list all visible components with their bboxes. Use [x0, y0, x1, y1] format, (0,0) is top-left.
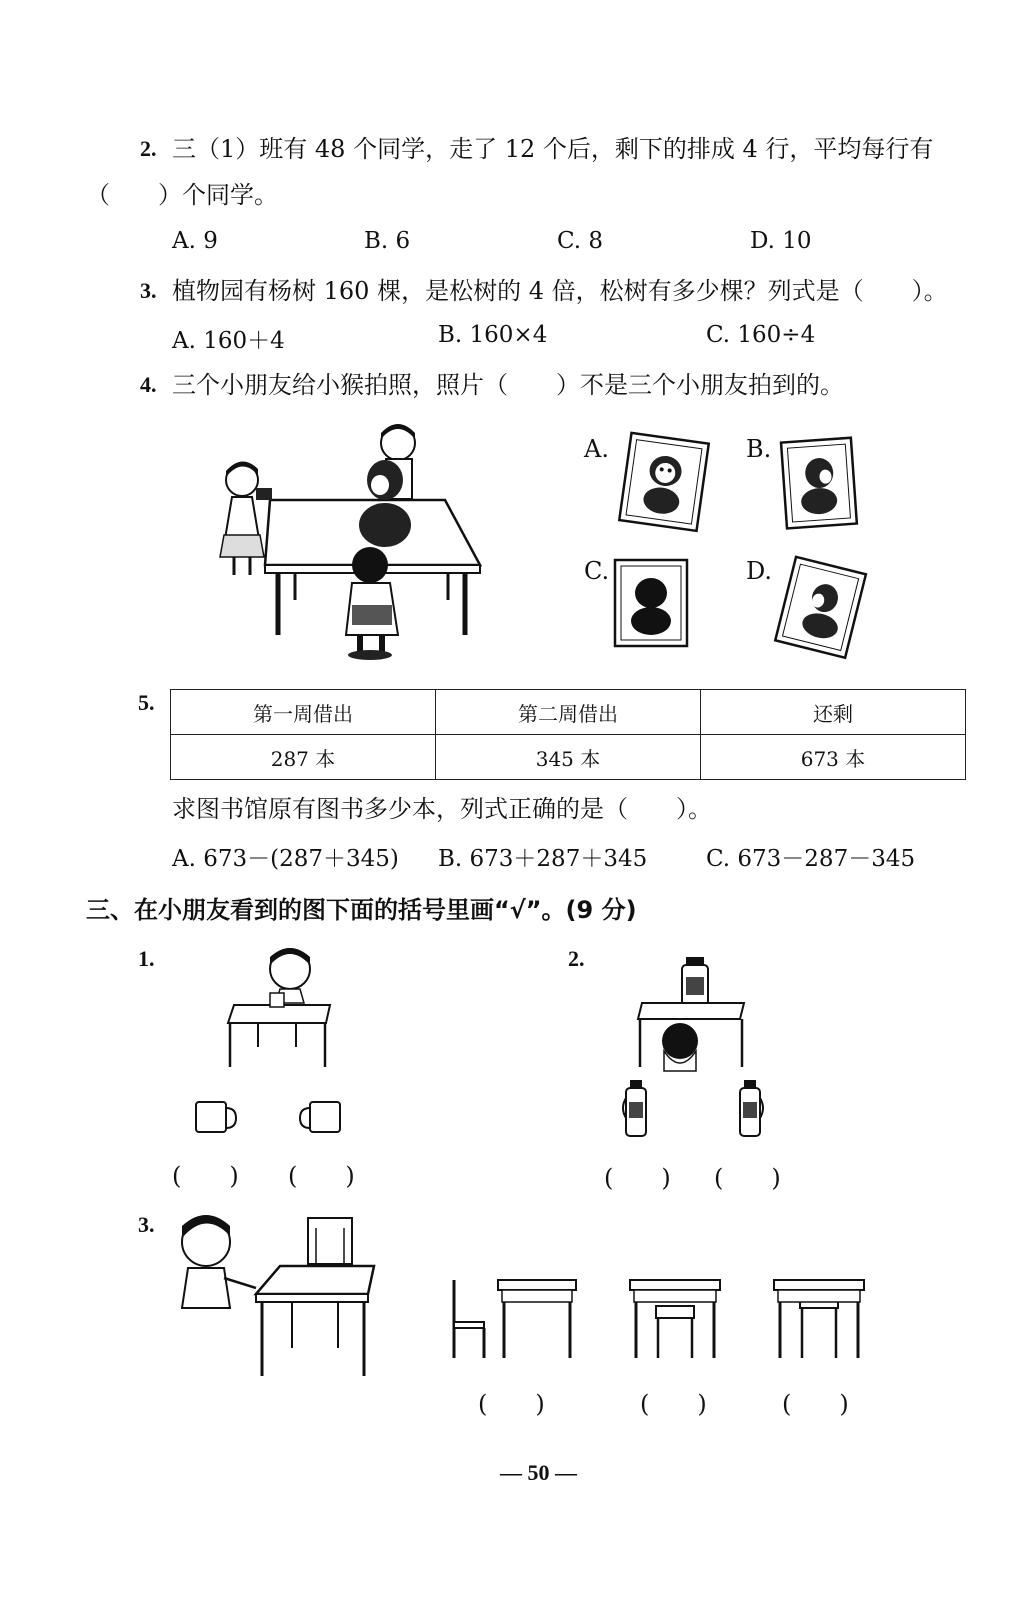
children-photographing-monkey-illustration	[210, 425, 490, 665]
header-remaining: 还剩	[701, 690, 966, 735]
photo-label-c: C.	[584, 557, 610, 585]
q2-option-d: D. 10	[750, 228, 812, 254]
bottle-handle-left-icon[interactable]	[620, 1078, 654, 1140]
desk-chair-back-view-icon[interactable]	[772, 1276, 868, 1362]
photo-label-d: D.	[746, 557, 773, 585]
q5-option-b: B. 673＋287＋345	[438, 846, 648, 872]
value-remaining: 673 本	[701, 735, 966, 780]
s3-item1-answer-2[interactable]: ( )	[288, 1162, 355, 1190]
cup-handle-right-icon[interactable]	[192, 1098, 240, 1138]
photo-c[interactable]	[612, 557, 692, 649]
s3-item1-number: 1.	[138, 946, 155, 971]
page-number: — 50 —	[500, 1460, 577, 1485]
s3-item2-number: 2.	[568, 946, 585, 971]
q2-option-b: B. 6	[364, 228, 411, 254]
header-week2: 第二周借出	[436, 690, 701, 735]
table-header-row	[171, 690, 966, 735]
s3-item3-answer-1[interactable]: ( )	[478, 1390, 545, 1418]
q5-number: 5.	[138, 690, 155, 715]
boy-with-cup-illustration	[222, 945, 342, 1070]
table-row	[171, 735, 966, 780]
photo-b[interactable]	[780, 437, 860, 532]
q3-text: 植物园有杨树 160 棵，是松树的 4 倍，松树有多少棵？列式是（ ）。	[172, 277, 948, 305]
desk-chair-front-view-icon[interactable]	[628, 1276, 724, 1362]
section3-title: 三、在小朋友看到的图下面的括号里画“√”。(9 分)	[86, 896, 637, 924]
s3-item1-answer-1[interactable]: ( )	[172, 1162, 239, 1190]
bottle-handle-right-icon[interactable]	[734, 1078, 768, 1140]
cup-handle-left-icon[interactable]	[298, 1098, 346, 1138]
s3-item3-answer-3[interactable]: ( )	[782, 1390, 849, 1418]
q5-option-c: C. 673－287－345	[706, 846, 916, 872]
q3-number: 3.	[140, 278, 157, 303]
q5-option-a: A. 673－(287＋345)	[172, 846, 399, 872]
s3-item3-number: 3.	[138, 1212, 155, 1237]
q2-line2: （ ）个同学。	[86, 181, 278, 209]
value-week2: 345 本	[436, 735, 701, 780]
q2-option-c: C. 8	[557, 228, 604, 254]
q2-line1: 三（1）班有 48 个同学，走了 12 个后，剩下的排成 4 行，平均每行有	[172, 135, 934, 163]
photo-d[interactable]	[778, 560, 868, 660]
girl-pointing-at-desk-illustration	[168, 1208, 383, 1383]
library-books-table	[170, 689, 966, 780]
q4-number: 4.	[140, 372, 157, 397]
s3-item2-answer-2[interactable]: ( )	[714, 1164, 781, 1192]
q2-option-a: A. 9	[172, 228, 218, 254]
q5-text: 求图书馆原有图书多少本，列式正确的是（ ）。	[172, 795, 712, 823]
header-week1: 第一周借出	[171, 690, 436, 735]
photo-label-a: A.	[584, 435, 609, 463]
s3-item2-answer-1[interactable]: ( )	[604, 1164, 671, 1192]
q3-option-b: B. 160×4	[438, 322, 548, 348]
q2-number: 2.	[140, 136, 157, 161]
monkey-back-icon	[635, 578, 667, 608]
q4-text: 三个小朋友给小猴拍照，照片（ ）不是三个小朋友拍到的。	[172, 371, 844, 399]
girl-with-bottle-illustration	[636, 955, 751, 1075]
photo-label-b: B.	[746, 435, 772, 463]
q3-option-c: C. 160÷4	[706, 322, 816, 348]
desk-chair-side-view-icon[interactable]	[448, 1276, 580, 1362]
value-week1: 287 本	[171, 735, 436, 780]
q3-option-a: A. 160＋4	[172, 328, 285, 354]
s3-item3-answer-2[interactable]: ( )	[640, 1390, 707, 1418]
photo-a[interactable]	[620, 435, 710, 530]
